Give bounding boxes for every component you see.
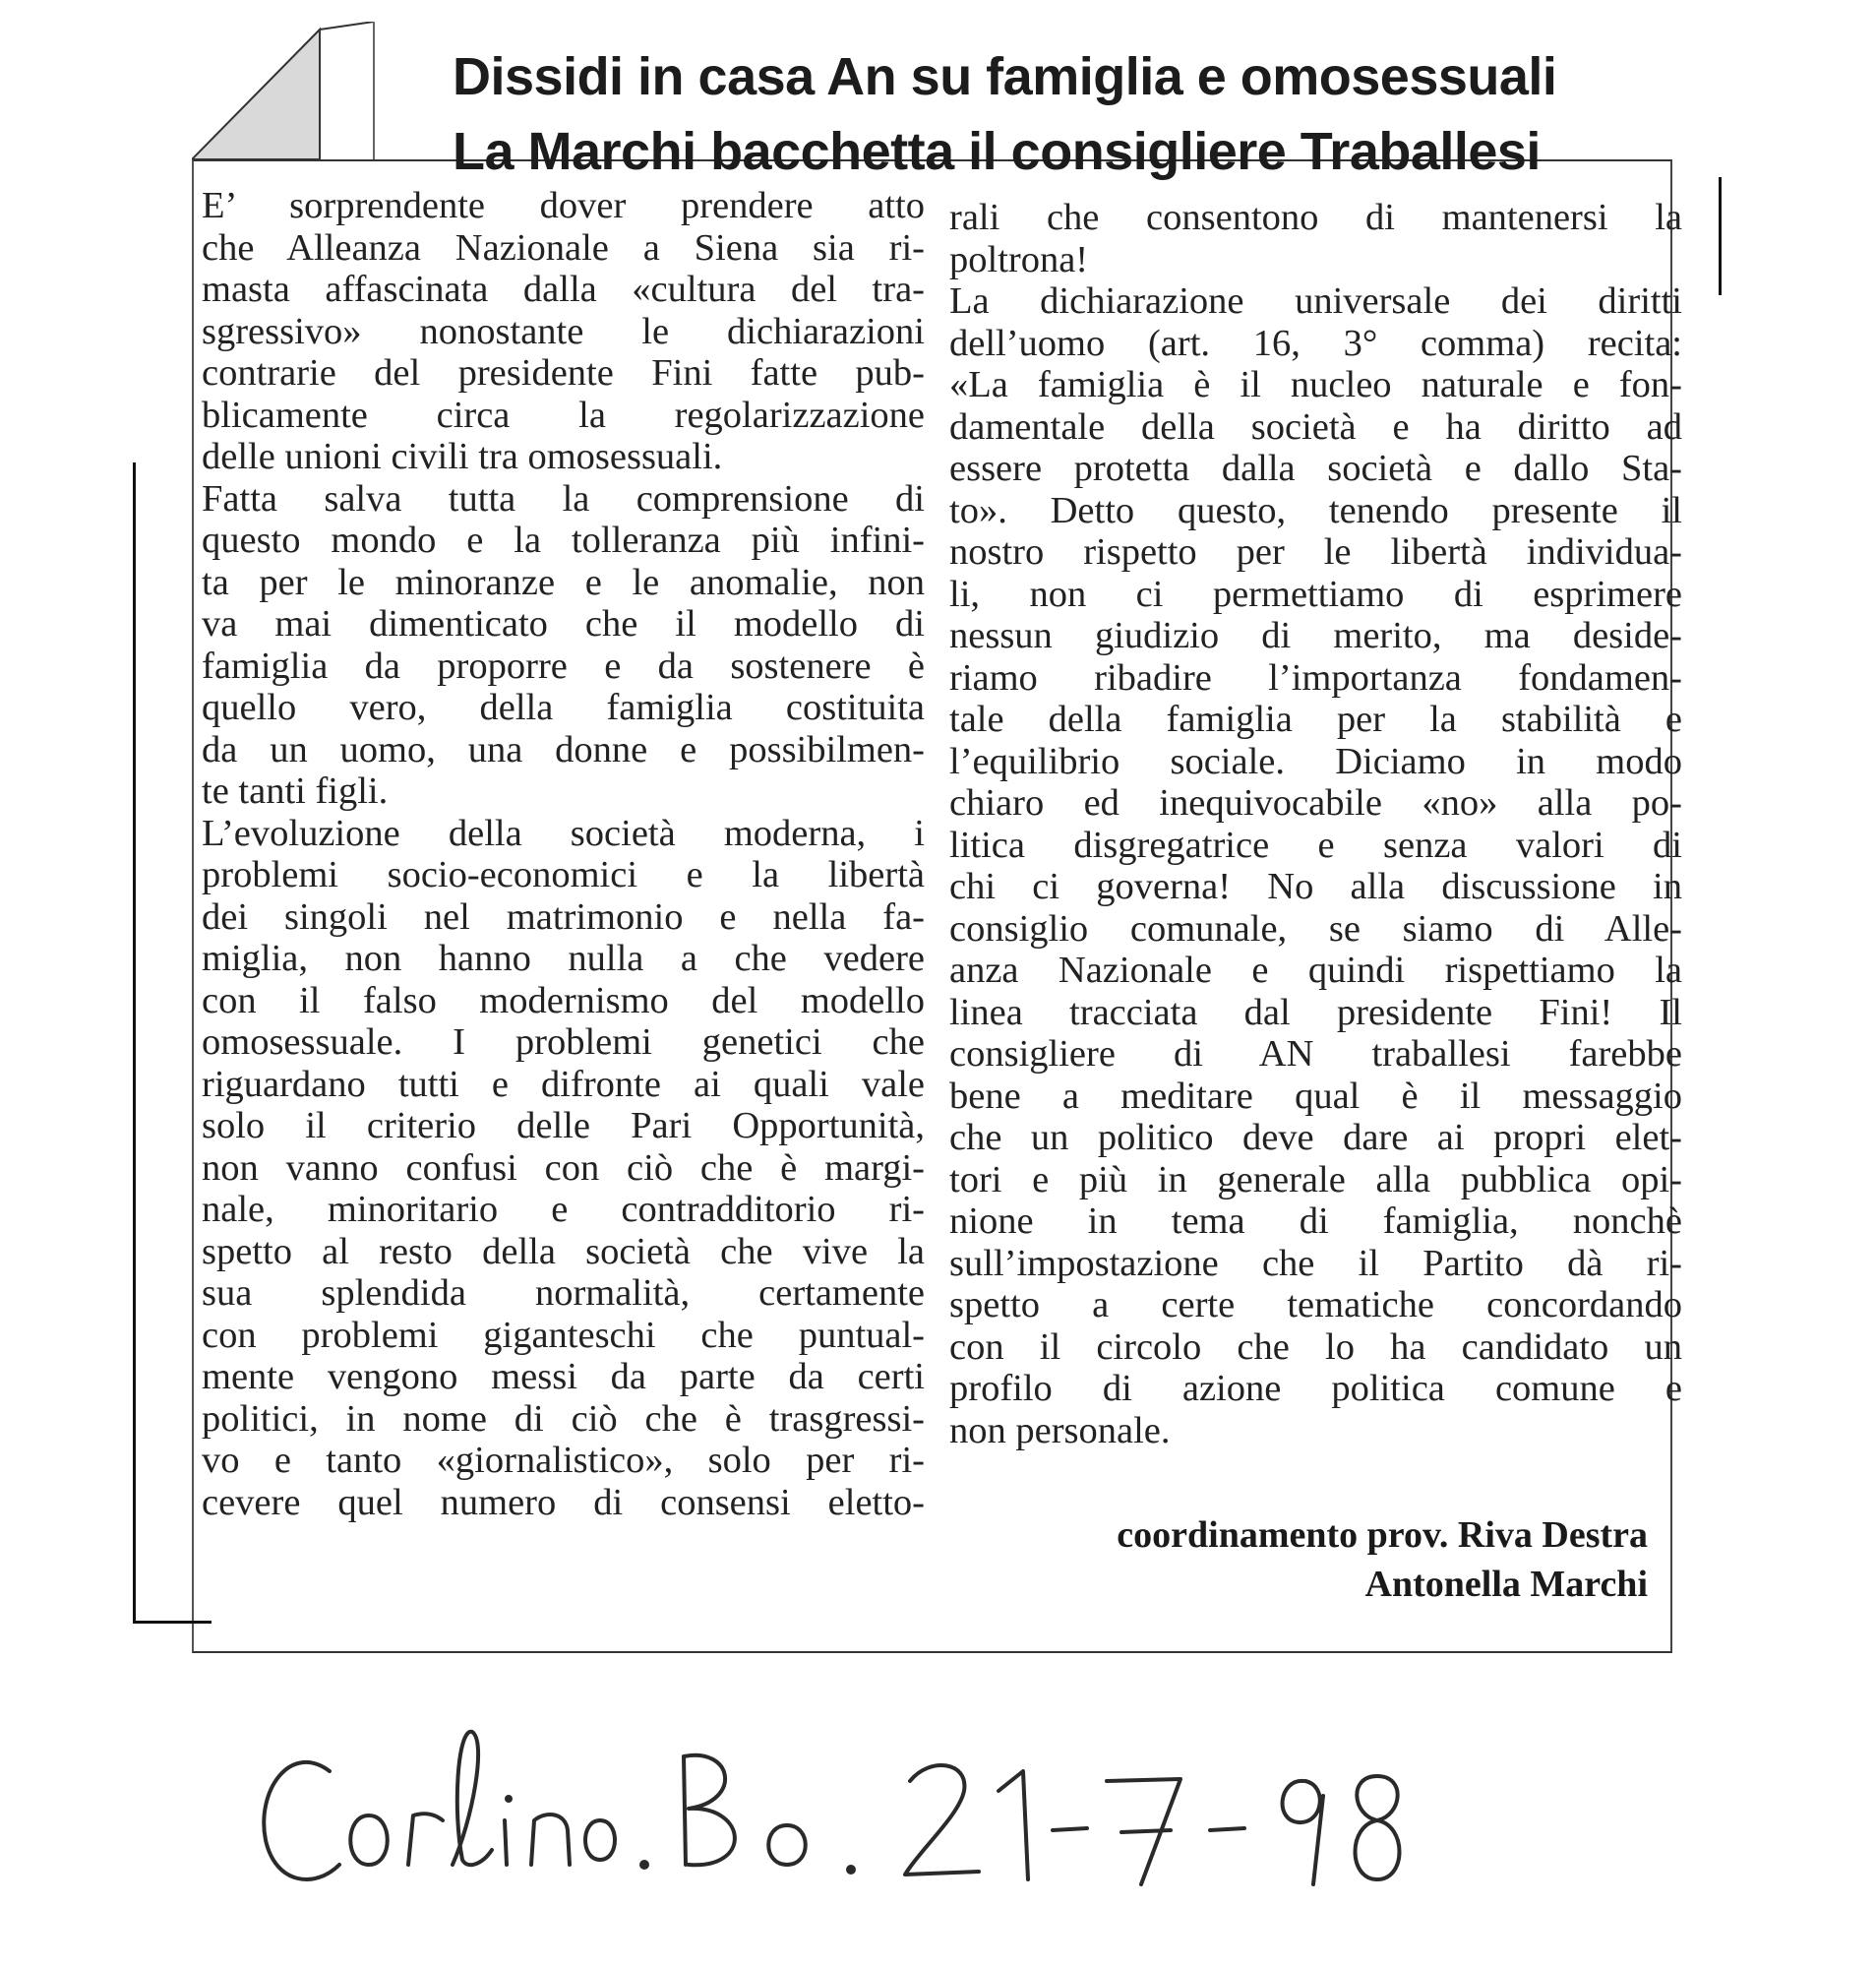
- left-column-line: Fatta salva tutta la comprensione di: [202, 477, 925, 520]
- right-column-line: sull’impostazione che il Partito dà ri-: [949, 1242, 1682, 1284]
- headline-line-2: La Marchi bacchetta il consigliere Traballesi: [453, 122, 1541, 181]
- right-column-line: riamo ribadire l’importanza fondamen-: [949, 656, 1682, 699]
- article-left-column: [202, 185, 925, 1523]
- left-column-line: famiglia da proporre e da sostenere è: [202, 645, 925, 687]
- right-column-line: anza Nazionale e quindi rispettiamo la: [949, 950, 1682, 991]
- right-column-line: con il circolo che lo ha candidato un: [949, 1325, 1682, 1368]
- left-column-line: miglia, non hanno nulla a che vedere: [202, 938, 925, 979]
- left-column-line: vo e tanto «giornalistico», solo per ri-: [202, 1440, 925, 1481]
- left-column-line: va mai dimenticato che il modello di: [202, 603, 925, 645]
- left-column-line: dei singoli nel matrimonio e nella fa-: [202, 895, 925, 938]
- right-column-line: poltrona!: [949, 238, 1089, 280]
- left-column-line: spetto al resto della società che vive la: [202, 1230, 925, 1272]
- left-column-line: quello vero, della famiglia costituita: [202, 687, 925, 728]
- left-column-line: L’evoluzione della società moderna, i: [202, 812, 925, 854]
- left-column-line: sua splendida normalità, certamente: [202, 1272, 925, 1314]
- right-column-line: to». Detto questo, tenendo presente il: [949, 489, 1682, 531]
- right-column-line: tale della famiglia per la stabilità e: [949, 699, 1682, 740]
- left-column-line: sgressivo» nonostante le dichiarazioni: [202, 310, 925, 352]
- left-column-line: solo il criterio delle Pari Opportunità,: [202, 1105, 925, 1146]
- right-column-line: li, non ci permettiamo di esprimere: [949, 573, 1682, 615]
- right-column-line: essere protetta dalla società e dallo Sta-: [949, 448, 1682, 489]
- left-column-line: blicamente circa la regolarizzazione: [202, 394, 925, 436]
- signature-line-1: coordinamento prov. Riva Destra: [1117, 1514, 1648, 1556]
- right-column-line: bene a meditare qual è il messaggio: [949, 1075, 1682, 1117]
- left-column-line: omosessuale. I problemi genetici che: [202, 1021, 925, 1063]
- right-column-line: dell’uomo (art. 16, 3° comma) recita:: [949, 322, 1682, 364]
- left-column-line: con problemi giganteschi che puntual-: [202, 1314, 925, 1356]
- right-column-line: l’equilibrio sociale. Diciamo in modo: [949, 740, 1682, 782]
- left-column-line: con il falso modernismo del modello: [202, 979, 925, 1021]
- right-column-line: tori e più in generale alla pubblica opi-: [949, 1158, 1682, 1200]
- signature-line-2: Antonella Marchi: [1364, 1564, 1648, 1605]
- left-column-line: mente vengono messi da parte da certi: [202, 1356, 925, 1397]
- right-column-line: chi ci governa! No alla discussione in: [949, 866, 1682, 907]
- left-column-line: delle unioni civili tra omosessuali.: [202, 436, 723, 477]
- left-column-line: problemi socio-economici e la libertà: [202, 854, 925, 895]
- right-column-line: linea tracciata dal presidente Fini! Il: [949, 991, 1682, 1033]
- headline-line-1: Dissidi in casa An su famiglia e omosessuali: [453, 47, 1557, 106]
- handwritten-note: [251, 1702, 1530, 1919]
- left-column-line: da un uomo, una donne e possibilmen-: [202, 728, 925, 770]
- right-column-line: spetto a certe tematiche concordando: [949, 1284, 1682, 1325]
- left-column-line: che Alleanza Nazionale a Siena sia ri-: [202, 226, 925, 269]
- right-column-line: profilo di azione politica comune e: [949, 1368, 1682, 1409]
- right-column-line: rali che consentono di mantenersi la: [949, 197, 1682, 238]
- left-column-line: questo mondo e la tolleranza più infini-: [202, 520, 925, 561]
- right-column-line: nione in tema di famiglia, nonchè: [949, 1200, 1682, 1242]
- right-column-line: consigliere di AN traballesi farebbe: [949, 1033, 1682, 1075]
- left-column-line: cevere quel numero di consensi eletto-: [202, 1481, 925, 1523]
- left-column-line: non vanno confusi con ciò che è margi-: [202, 1146, 925, 1189]
- left-column-line: ta per le minoranze e le anomalie, non: [202, 561, 925, 603]
- right-column-line: La dichiarazione universale dei diritti: [949, 280, 1682, 322]
- right-column-line: nessun giudizio di merito, ma deside-: [949, 615, 1682, 656]
- left-column-line: nale, minoritario e contradditorio ri-: [202, 1189, 925, 1230]
- right-column-line: nostro rispetto per le libertà individua-: [949, 531, 1682, 573]
- left-column-line: E’ sorprendente dover prendere atto: [202, 185, 925, 226]
- marker-bracket-left: [133, 462, 212, 1624]
- left-column-line: politici, in nome di ciò che è trasgressi-: [202, 1397, 925, 1440]
- right-column-line: non personale.: [949, 1409, 1171, 1451]
- article-right-column: [949, 197, 1682, 1451]
- left-column-line: te tanti figli.: [202, 770, 389, 812]
- left-column-line: riguardano tutti e difronte ai quali vale: [202, 1063, 925, 1105]
- right-column-line: «La famiglia è il nucleo naturale e fon-: [949, 364, 1682, 405]
- right-column-line: chiaro ed inequivocabile «no» alla po-: [949, 782, 1682, 824]
- right-column-line: litica disgregatrice e senza valori di: [949, 824, 1682, 866]
- right-column-line: consiglio comunale, se siamo di Alle-: [949, 907, 1682, 950]
- signature: [1117, 1510, 1648, 1609]
- right-column-line: che un politico deve dare ai propri elet-: [949, 1117, 1682, 1158]
- left-column-line: contrarie del presidente Fini fatte pub-: [202, 352, 925, 394]
- right-column-line: damentale della società e ha diritto ad: [949, 405, 1682, 448]
- headline: [453, 39, 1692, 189]
- left-column-line: masta affascinata dalla «cultura del tra-: [202, 269, 925, 310]
- folded-corner: [192, 22, 379, 164]
